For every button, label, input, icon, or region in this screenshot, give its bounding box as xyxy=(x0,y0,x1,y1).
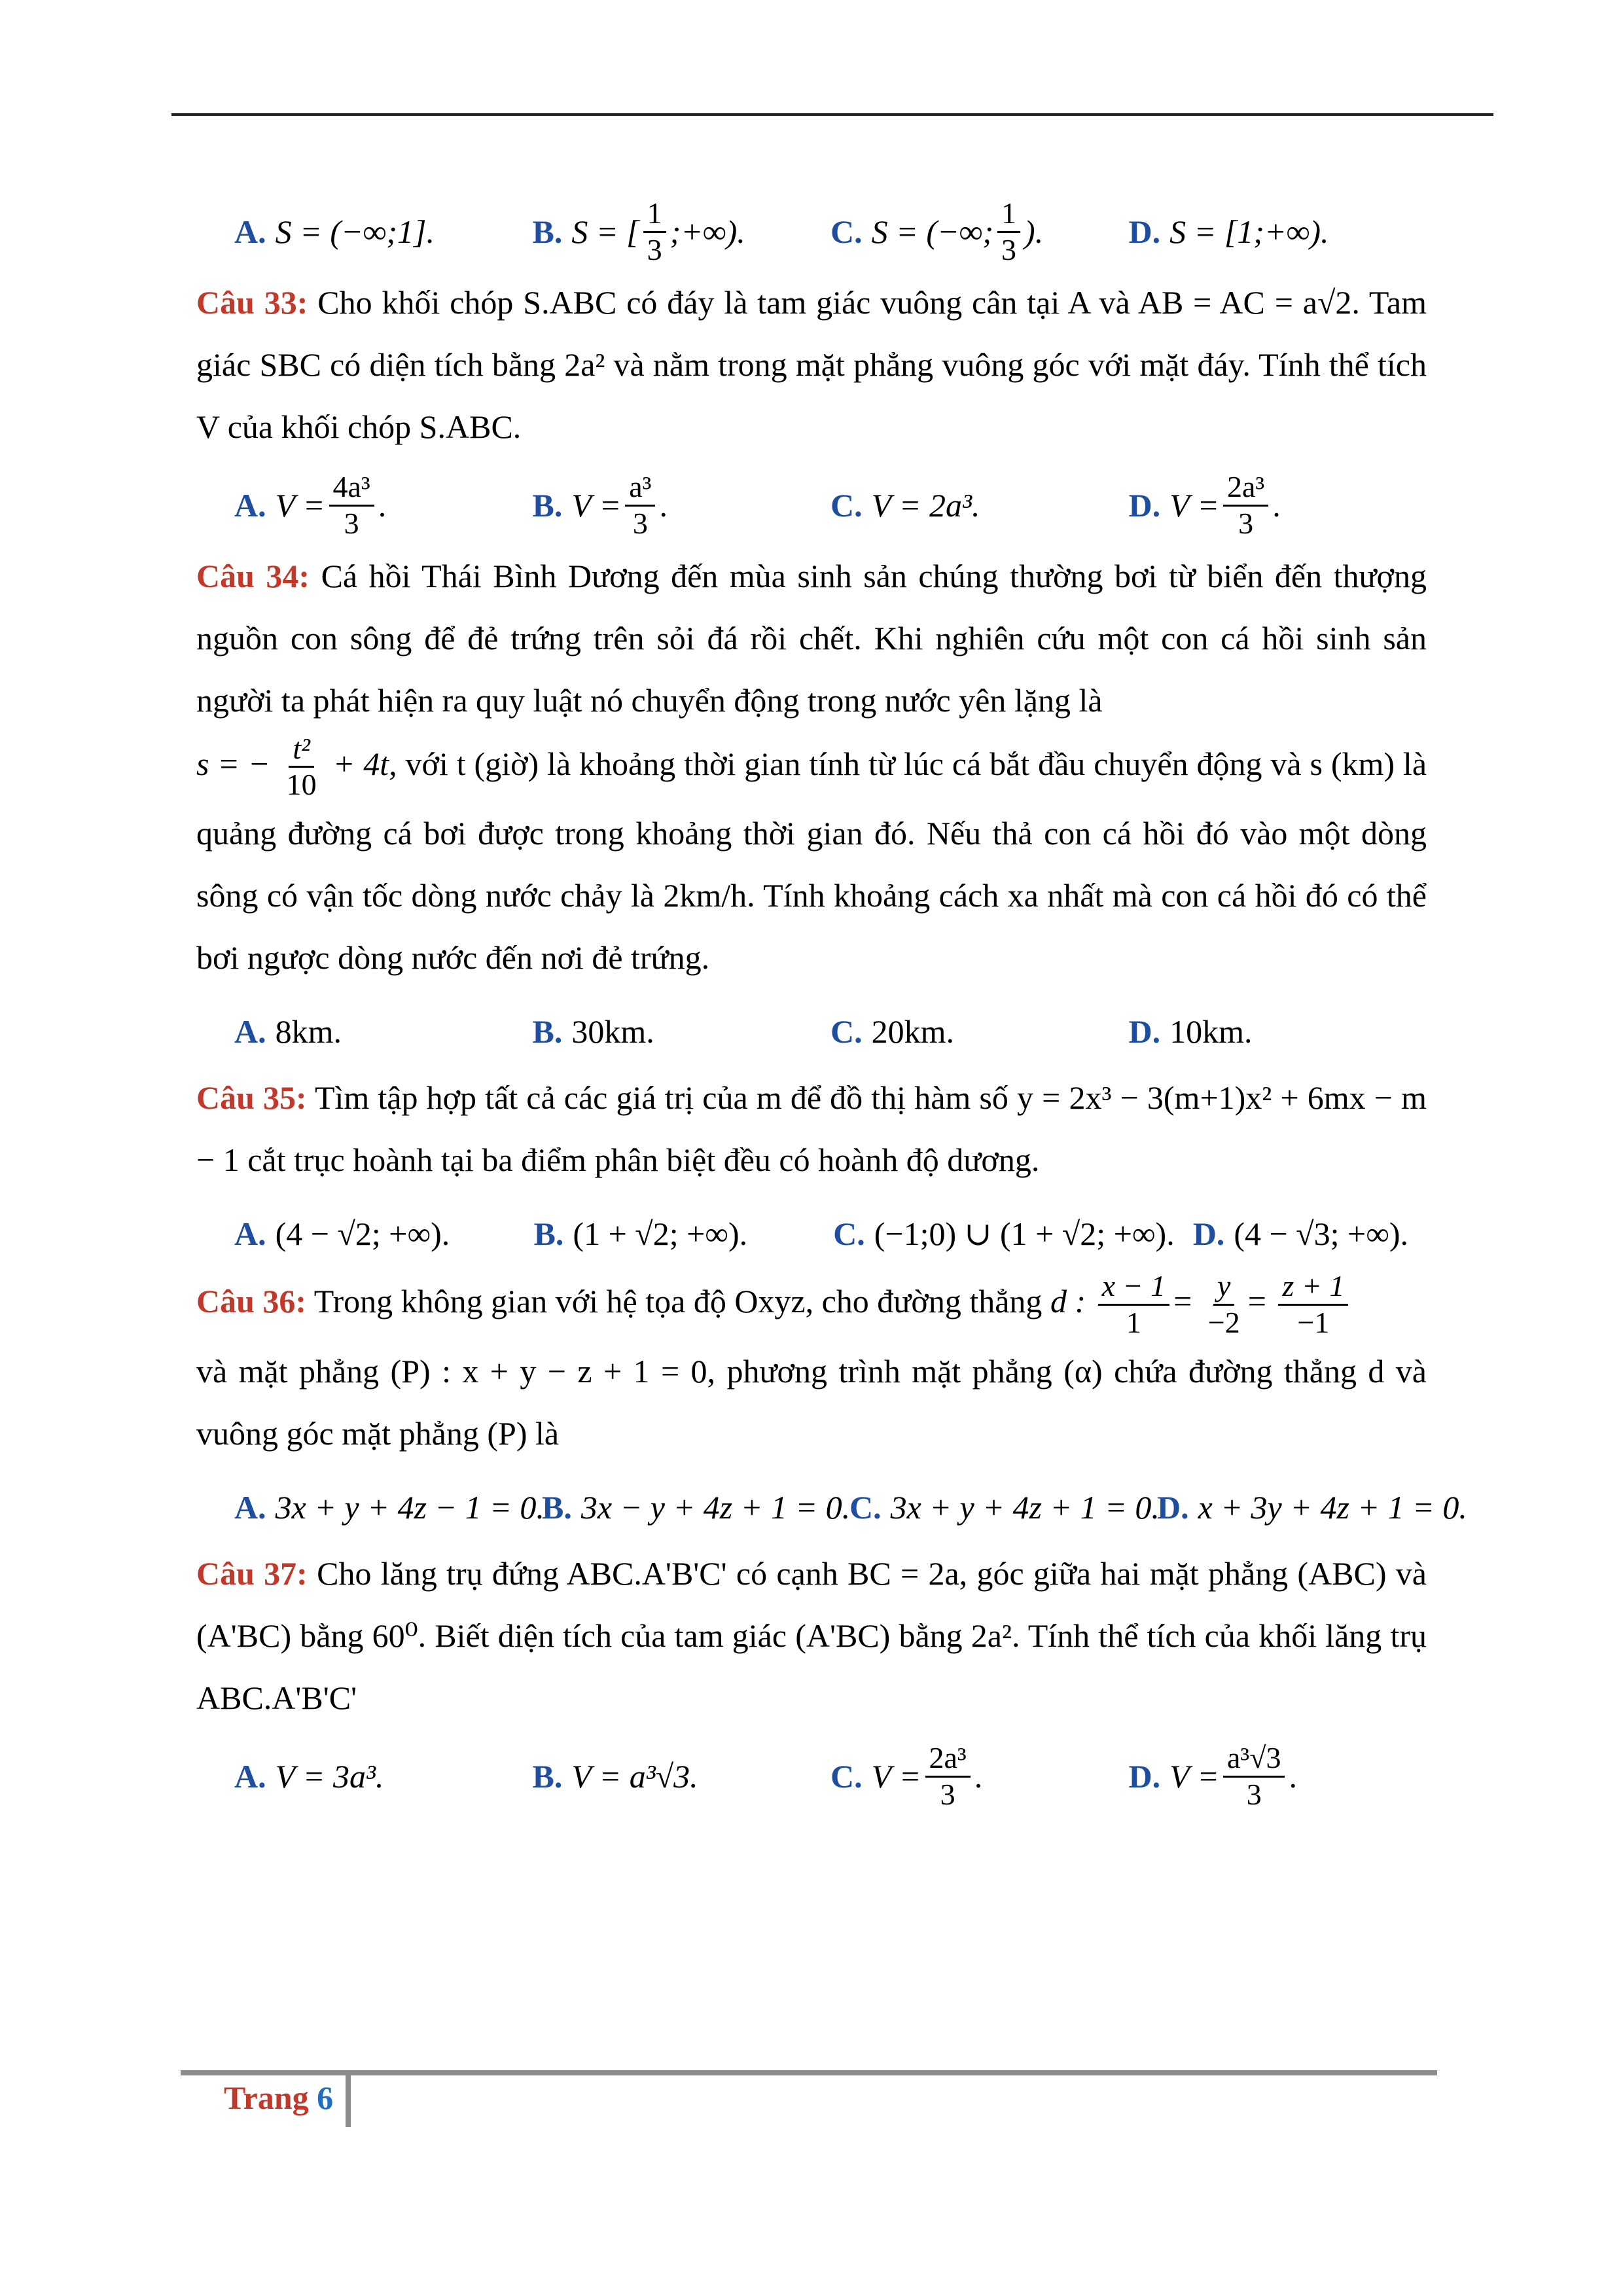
fraction: $\frac{x - 1}{1}$ xyxy=(1098,1269,1169,1340)
q34-option-a: A. 8km. xyxy=(234,1013,342,1050)
q34-option-c: C. 20km. xyxy=(830,1013,955,1050)
fraction: $\frac{y}{-2}$ xyxy=(1207,1269,1240,1340)
page-footer xyxy=(224,2075,333,2121)
q32-option-b: B. S = [ $\frac{1}{3}$ ;+∞). xyxy=(532,196,745,266)
fraction: $\frac{1}{3}$ xyxy=(997,196,1020,268)
q36-options xyxy=(196,1477,1467,1539)
question-text: Cho khối chóp S.ABC có đáy là tam giác vuông cân tại A và AB = AC = a√2. Tam giác SBC có diện tích bằng 2a² và nằm trong mặt phẳng vuông góc với mặt đáy. Tính thể tích V của khối chóp S.ABC. xyxy=(196,283,1427,445)
q35-option-c: C. (−1;0) ∪ (1 + √2; +∞). xyxy=(833,1215,1175,1253)
q36-option-d: D. x + 3y + 4z + 1 = 0. xyxy=(1157,1489,1467,1526)
q32-option-d: D. S = [1;+∞). xyxy=(1128,213,1329,250)
q37-option-b: B. V = a³√3. xyxy=(532,1758,698,1795)
page-label: Trang xyxy=(224,2079,309,2116)
footer-divider xyxy=(346,2075,351,2127)
question-label: Câu 37: xyxy=(196,1555,308,1592)
fraction: $\frac{\text{a³}}{3}$ xyxy=(625,470,655,541)
question-text-cont: với t (giờ) là khoảng thời gian tính từ lúc cá bắt đầu chuyển động và s (km) là quảng đường cá bơi được trong khoảng thời gian đó. Nếu thả con cá hồi đó vào một dòng sông có vận tốc dòng nước chảy là 2km/h. Tính khoảng cách xa nhất mà con cá hồi đó có thể bơi ngược dòng nước đến nơi đẻ trứng. xyxy=(196,745,1427,977)
question-text: Cá hồi Thái Bình Dương đến mùa sinh sản chúng thường bơi từ biển đến thượng nguồn con sông để đẻ trứng trên sỏi đá rồi chết. Khi nghiên cứu một con cá hồi sinh sản người ta phát hiện ra quy luật nó chuyển động trong nước yên lặng là xyxy=(196,557,1427,719)
question-text: Trong không gian với hệ tọa độ Oxyz, cho đường thẳng xyxy=(313,1283,1043,1320)
question-36: Câu 36: Trong không gian với hệ tọa độ Oxyz, cho đường thẳng d : $\frac{x - 1}{1}$ = $\frac{y}{-2}$ = $\frac{z + 1}{-1}$ và mặt phẳng (P) : x + y − z + 1 = 0, phương trình mặt phẳng (α) chứa đường thẳng d và vuông góc mặt phẳng (P) là xyxy=(196,1269,1427,1452)
question-text: Cho lăng trụ đứng ABC.A'B'C' có cạnh BC = 2a, góc giữa hai mặt phẳng (ABC) và (A'BC) bằng 60⁰. Biết diện tích của tam giác (A'BC) bằng 2a². Tính thể tích của khối lăng trụ ABC.A'B'C' xyxy=(196,1555,1427,1717)
question-text-cont: và mặt phẳng (P) : x + y − z + 1 = 0, phương trình mặt phẳng (α) chứa đường thẳng d và vuông góc mặt phẳng (P) là xyxy=(196,1353,1427,1452)
q36-option-c: C. 3x + y + 4z + 1 = 0. xyxy=(849,1489,1160,1526)
formula: s = − xyxy=(196,745,270,782)
q34-option-d: D. 10km. xyxy=(1128,1013,1253,1050)
q34-options xyxy=(196,1001,1427,1063)
q33-option-a: A. V = $\frac{\text{4a³}}{3}$ . xyxy=(234,469,387,540)
question-33 xyxy=(196,272,1427,458)
q35-options xyxy=(196,1203,1427,1265)
q37-option-a: A. V = 3a³. xyxy=(234,1758,384,1795)
footer-rule xyxy=(181,2070,1437,2075)
fraction: $\frac{\text{2a³}}{3}$ xyxy=(925,1741,971,1812)
question-35 xyxy=(196,1067,1427,1191)
fraction: $\frac{\text{t²}}{10}$ xyxy=(286,731,317,802)
q33-option-c: C. V = 2a³. xyxy=(830,486,980,524)
q33-options xyxy=(196,470,1427,541)
q34-option-b: B. 30km. xyxy=(532,1013,654,1050)
document-body xyxy=(196,196,1467,1816)
question-34: Câu 34: Cá hồi Thái Bình Dương đến mùa sinh sản chúng thường bơi từ biển đến thượng nguồn con sông để đẻ trứng trên sỏi đá rồi chết. Khi nghiên cứu một con cá hồi sinh sản người ta phát hiện ra quy luật nó chuyển động trong nước yên lặng là s = − $\frac{\text{t²}}{10}$ + 4t, với t (giờ) là khoảng thời gian tính từ lúc cá bắt đầu chuyển động và s (km) là quảng đường cá bơi được trong khoảng thời gian đó. Nếu thả con cá hồi đó vào một dòng sông có vận tốc dòng nước chảy là 2km/h. Tính khoảng cách xa nhất mà con cá hồi đó có thể bơi ngược dòng nước đến nơi đẻ trứng. xyxy=(196,557,1427,977)
q35-option-b: B. (1 + √2; +∞). xyxy=(533,1215,748,1253)
q33-option-d: D. V = $\frac{\text{2a³}}{3}$ . xyxy=(1128,469,1281,540)
question-label: Câu 34: xyxy=(196,557,310,594)
question-label: Câu 36: xyxy=(196,1283,307,1320)
question-label: Câu 33: xyxy=(196,283,308,321)
q37-option-c: C. V = $\frac{\text{2a³}}{3}$ . xyxy=(830,1741,983,1812)
q33-option-b: B. V = $\frac{\text{a³}}{3}$ . xyxy=(532,469,668,540)
q37-options xyxy=(196,1741,1427,1812)
q35-option-a: A. (4 − √2; +∞). xyxy=(234,1215,450,1253)
q36-option-b: B. 3x − y + 4z + 1 = 0. xyxy=(542,1489,851,1526)
fraction: $\frac{\text{2a³}}{3}$ xyxy=(1223,470,1268,541)
fraction: $\frac{\text{a³√3}}{3}$ xyxy=(1223,1741,1285,1812)
question-text: Tìm tập hợp tất cả các giá trị của m để đồ thị hàm số y = 2x³ − 3(m+1)x² + 6mx − m − 1 cắt trục hoành tại ba điểm phân biệt đều có hoành độ dương. xyxy=(196,1079,1427,1179)
fraction: $\frac{\text{4a³}}{3}$ xyxy=(329,470,374,541)
q36-option-a: A. 3x + y + 4z − 1 = 0. xyxy=(234,1489,544,1526)
question-label: Câu 35: xyxy=(196,1079,307,1117)
fraction: $\frac{1}{3}$ xyxy=(643,196,666,268)
fraction: $\frac{z + 1}{-1}$ xyxy=(1278,1269,1348,1340)
q35-option-d: D. (4 − √3; +∞). xyxy=(1192,1215,1408,1253)
page-number: 6 xyxy=(317,2079,334,2116)
q37-option-d: D. V = $\frac{\text{a³√3}}{3}$ . xyxy=(1128,1741,1297,1812)
header-rule xyxy=(171,113,1493,116)
q32-option-a: A. S = (−∞;1]. xyxy=(234,213,435,250)
q32-option-c: C. S = (−∞; $\frac{1}{3}$ ). xyxy=(830,196,1044,266)
question-37 xyxy=(196,1543,1427,1729)
q32-options xyxy=(196,196,1427,268)
